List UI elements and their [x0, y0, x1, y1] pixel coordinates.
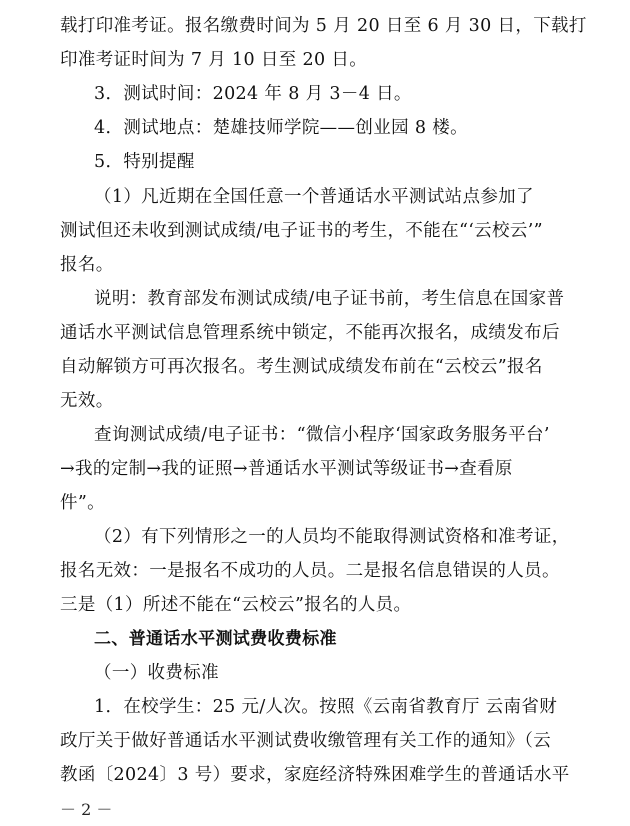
text-line: 无效。: [60, 391, 114, 411]
text-line: 1．在校学生：25 元/人次。按照《云南省教育厅 云南省财: [94, 697, 558, 717]
text-line: 说明：教育部发布测试成绩/电子证书前，考生信息在国家普: [94, 289, 565, 309]
page-number: － 2 －: [60, 800, 113, 819]
text-line: →我的定制→我的证照→普通话水平测试等级证书→查看原: [60, 459, 513, 479]
text-line: 通话水平测试信息管理系统中锁定，不能再次报名，成绩发布后: [60, 323, 560, 343]
text-line: 载打印准考证。报名缴费时间为 5 月 20 日至 6 月 30 日，下载打: [60, 16, 587, 36]
text-line: 报名无效：一是报名不成功的人员。二是报名信息错误的人员。: [60, 561, 560, 581]
text-line: 测试但还未收到测试成绩/电子证书的考生，不能在“‘云校云’”: [60, 221, 543, 241]
subsection-heading: （一）收费标准: [94, 663, 219, 683]
text-line: 5．特别提醒: [94, 152, 195, 172]
text-line: 查询测试成绩/电子证书：“微信小程序‘国家政务服务平台’: [94, 425, 550, 445]
text-line: 三是（1）所述不能在“云校云”报名的人员。: [60, 595, 412, 615]
text-line: 教函〔2024〕3 号）要求，家庭经济特殊困难学生的普通话水平: [60, 765, 570, 785]
text-line: （2）有下列情形之一的人员均不能取得测试资格和准考证，: [94, 527, 570, 547]
text-line: 报名。: [60, 255, 114, 275]
text-line: （1）凡近期在全国任意一个普通话水平测试站点参加了: [94, 187, 534, 207]
text-line: 3．测试时间：2024 年 8 月 3－4 日。: [94, 84, 412, 104]
section-heading: 二、普通话水平测试费收费标准: [94, 629, 337, 649]
text-line: 件”。: [60, 493, 105, 513]
text-line: 印准考证时间为 7 月 10 日至 20 日。: [60, 50, 368, 70]
text-line: 4．测试地点：楚雄技师学院——创业园 8 楼。: [94, 118, 468, 138]
text-line: 自动解锁方可再次报名。考生测试成绩发布前在“云校云”报名: [60, 357, 543, 377]
text-line: 政厅关于做好普通话水平测试费收缴管理有关工作的通知》（云: [60, 731, 552, 751]
